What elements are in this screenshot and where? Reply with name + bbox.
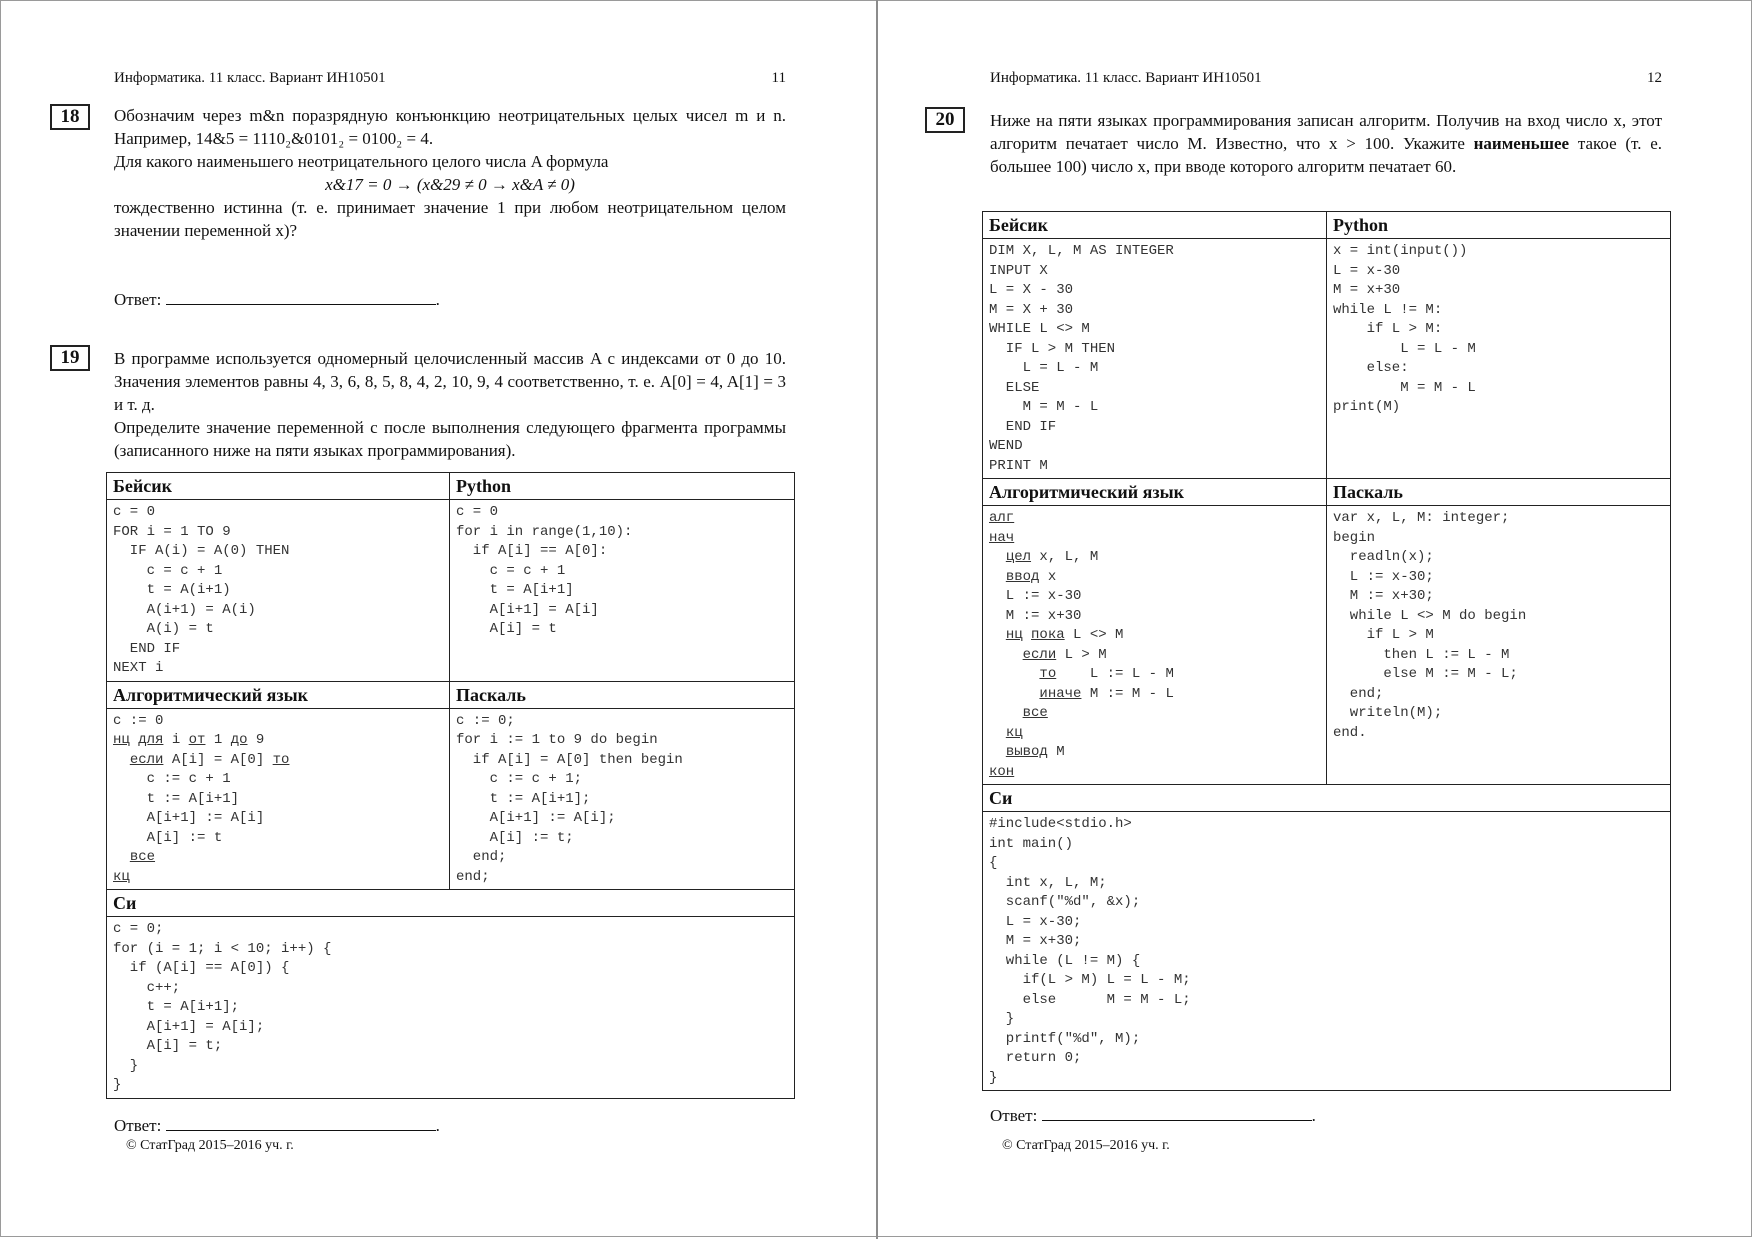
header-title: Информатика. 11 класс. Вариант ИН10501 xyxy=(990,70,1262,86)
col-header-c: Си xyxy=(983,785,1671,812)
page-number: 11 xyxy=(771,70,786,86)
answer-label: Ответ: xyxy=(114,1116,162,1135)
code-basic: DIM X, L, M AS INTEGER INPUT X L = X - 30 M = X + 30 WHILE L <> M IF L > M THEN L = L - M ELSE M = M - L END IF WEND PRINT M xyxy=(989,243,1174,474)
q18-line3: тождественно истинна (т. е. принимает значение 1 при любом неотрицательном целом значении переменной x)? xyxy=(114,198,786,240)
code-cell-python xyxy=(1327,239,1671,479)
header-title: Информатика. 11 класс. Вариант ИН10501 xyxy=(114,70,386,86)
col-header-c: Си xyxy=(107,890,795,917)
code-basic: c = 0 FOR i = 1 TO 9 IF A(i) = A(0) THEN c = c + 1 t = A(i+1) A(i+1) = A(i) A(i) = t END IF NEXT i xyxy=(113,504,290,676)
question-19-text xyxy=(114,347,786,462)
col-header-pascal: Паскаль xyxy=(450,681,795,708)
answer-field-19[interactable]: Ответ: . xyxy=(114,1116,440,1135)
code-table-19 xyxy=(106,472,795,1099)
col-header-python: Python xyxy=(1327,212,1671,239)
answer-field-20[interactable]: Ответ: . xyxy=(990,1106,1316,1125)
code-c: c = 0; for (i = 1; i < 10; i++) { if (A[i] == A[0]) { c++; t = A[i+1]; A[i+1] = A[i]; A[i] = t; } } xyxy=(113,921,332,1093)
code-cell-c xyxy=(983,812,1671,1091)
page-header xyxy=(114,70,786,87)
answer-field-18[interactable]: Ответ: . xyxy=(114,290,440,309)
answer-line[interactable] xyxy=(166,1114,436,1131)
col-header-alg: Алгоритмический язык xyxy=(107,681,450,708)
code-alg: c := 0 нц для i от 1 до 9 если A[i] = A[0] то c := c + 1 t := A[i+1] A[i+1] := A[i] A[i] := t все кц xyxy=(113,712,290,885)
copyright: © СтатГрад 2015–2016 уч. г. xyxy=(1002,1138,1170,1153)
page-right xyxy=(935,0,1670,1239)
copyright: © СтатГрад 2015–2016 уч. г. xyxy=(126,1138,294,1153)
page-left xyxy=(60,0,794,1239)
code-alg: алг нач цел x, L, M ввод x L := x-30 M := x+30 нц пока L <> M если L > M то L := L - M иначе M := M - L все кц вывод M кон xyxy=(989,510,1174,780)
question-number-18: 18 xyxy=(50,104,90,130)
answer-line[interactable] xyxy=(1042,1104,1312,1121)
col-header-pascal: Паскаль xyxy=(1327,479,1671,506)
q18-formula: x&17 = 0 → (x&29 ≠ 0 → x&A ≠ 0) xyxy=(325,175,575,194)
code-cell-alg xyxy=(983,506,1327,785)
code-cell-basic xyxy=(983,239,1327,479)
page-number: 12 xyxy=(1647,70,1662,86)
question-18-text xyxy=(114,104,786,242)
code-cell-pascal xyxy=(1327,506,1671,785)
answer-label: Ответ: xyxy=(990,1106,1038,1125)
q20-bold-word: наименьшее xyxy=(1473,134,1570,153)
code-pascal: c := 0; for i := 1 to 9 do begin if A[i] = A[0] then begin c := c + 1; t := A[i+1]; A[i+1] := A[i]; A[i] := t; end; end; xyxy=(456,712,683,885)
answer-label: Ответ: xyxy=(114,290,162,309)
col-header-basic: Бейсик xyxy=(983,212,1327,239)
question-20-text xyxy=(990,109,1662,178)
q19-line1: В программе используется одномерный целочисленный массив A с индексами от 0 до 10. Значения элементов равны 4, 3, 6, 8, 5, 8, 4, 2, 10, 9, 4 соответственно, т. е. A[0] = 4, A[1] = 3 и т. д. xyxy=(114,349,786,414)
code-cell-alg xyxy=(107,708,450,890)
code-table-20 xyxy=(982,211,1671,1091)
answer-line[interactable] xyxy=(166,288,436,305)
col-header-basic: Бейсик xyxy=(107,473,450,500)
q19-line2: Определите значение переменной c после выполнения следующего фрагмента программы (записанного ниже на пяти языках программирования). xyxy=(114,418,786,460)
code-cell-basic xyxy=(107,500,450,682)
q20-line2: такое (т. е. большее 100) число x, при вводе которого алгоритм печатает 60. xyxy=(990,134,1662,176)
code-pascal: var x, L, M: integer; begin readln(x); L := x-30; M := x+30; while L <> M do begin if L > M then L := L - M else M := M - L; end; writeln(M); end. xyxy=(1333,510,1527,741)
code-cell-c xyxy=(107,917,795,1099)
col-header-python: Python xyxy=(450,473,795,500)
code-python: c = 0 for i in range(1,10): if A[i] == A[0]: c = c + 1 t = A[i+1] A[i+1] = A[i] A[i] = t xyxy=(456,504,633,637)
code-cell-python xyxy=(450,500,795,682)
q20-line1: Ниже на пяти языках программирования записан алгоритм. Получив на вход число x, этот алгоритм печатает число M. Известно, что x > 100. Укажите xyxy=(990,111,1662,153)
question-number-19: 19 xyxy=(50,345,90,371)
question-number-20: 20 xyxy=(925,107,965,133)
page-header xyxy=(990,70,1662,87)
page-spine xyxy=(876,0,878,1239)
code-c: #include<stdio.h> int main() { int x, L, M; scanf("%d", &x); L = x-30; M = x+30; while (L != M) { if(L > M) L = L - M; else M = M - L; } printf("%d", M); return 0; } xyxy=(989,816,1191,1086)
col-header-alg: Алгоритмический язык xyxy=(983,479,1327,506)
code-python: x = int(input()) L = x-30 M = x+30 while L != M: if L > M: L = L - M else: M = M - L print(M) xyxy=(1333,243,1476,415)
code-cell-pascal xyxy=(450,708,795,890)
q18-line2: Для какого наименьшего неотрицательного целого числа A формула xyxy=(114,152,609,171)
q18-line1: Обозначим через m&n поразрядную конъюнкцию неотрицательных целых чисел m и n. Например, 14&5 = 1110₂&0101₂ = 0100₂ = 4. xyxy=(114,106,786,148)
